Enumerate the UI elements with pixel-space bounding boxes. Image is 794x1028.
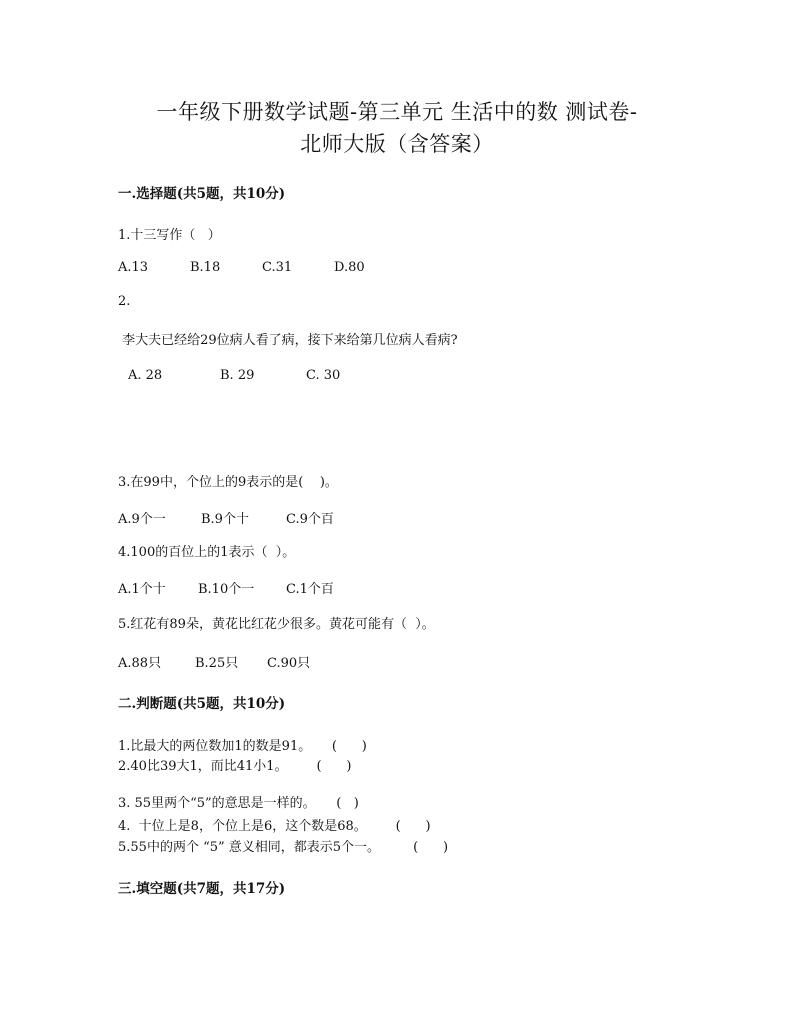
question-4-text: 4.100的百位上的1表示（ ）。 xyxy=(118,545,296,560)
document-title-line2: 北师大版（含答案） xyxy=(300,132,494,156)
question-5-option-b: B.25只 xyxy=(195,656,239,671)
question-1-option-d: D.80 xyxy=(334,260,365,275)
question-3-option-a: A.9个一 xyxy=(118,512,166,527)
question-4-option-b: B.10个一 xyxy=(198,582,255,597)
document-title-line1: 一年级下册数学试题-第三单元 生活中的数 测试卷- xyxy=(156,100,638,124)
question-3-option-b: B.9个十 xyxy=(201,512,249,527)
question-4-option-a: A.1个十 xyxy=(118,582,166,597)
true-false-item-4: 4. 十位上是8，个位上是6，这个数是68。 ( ) xyxy=(118,819,431,834)
question-3-text: 3.在99中，个位上的9表示的是( )。 xyxy=(118,475,338,490)
question-5-option-c: C.90只 xyxy=(267,656,311,671)
question-2-option-c: C. 30 xyxy=(306,368,341,383)
true-false-item-5: 5.55中的两个 “5” 意义相同，都表示5个一。 ( ) xyxy=(118,840,449,855)
question-1-option-a: A.13 xyxy=(118,260,149,275)
question-1-option-c: C.31 xyxy=(262,260,293,275)
question-2-text: 李大夫已经给29位病人看了病，接下来给第几位病人看病? xyxy=(118,333,458,348)
question-1-option-b: B.18 xyxy=(190,260,221,275)
section-heading-fill-in: 三.填空题(共7题，共17分) xyxy=(118,881,286,897)
section-heading-multiple-choice: 一.选择题(共5题，共10分) xyxy=(118,186,286,202)
true-false-item-3: 3. 55里两个“5”的意思是一样的。 ( ) xyxy=(118,796,359,811)
question-5-text: 5.红花有89朵，黄花比红花少很多。黄花可能有（ ）。 xyxy=(118,617,435,632)
question-2-option-a: A. 28 xyxy=(128,368,163,383)
section-heading-true-false: 二.判断题(共5题，共10分) xyxy=(118,696,286,712)
question-5-option-a: A.88只 xyxy=(118,656,162,671)
true-false-item-2: 2.40比39大1，而比41小1。 ( ) xyxy=(118,759,352,774)
true-false-item-1: 1.比最大的两位数加1的数是91。 ( ) xyxy=(118,739,367,754)
question-2-number: 2. xyxy=(118,294,131,309)
question-1-text: 1.十三写作（ ） xyxy=(118,228,221,243)
question-4-option-c: C.1个百 xyxy=(286,582,334,597)
question-3-option-c: C.9个百 xyxy=(286,512,334,527)
question-2-option-b: B. 29 xyxy=(220,368,255,383)
